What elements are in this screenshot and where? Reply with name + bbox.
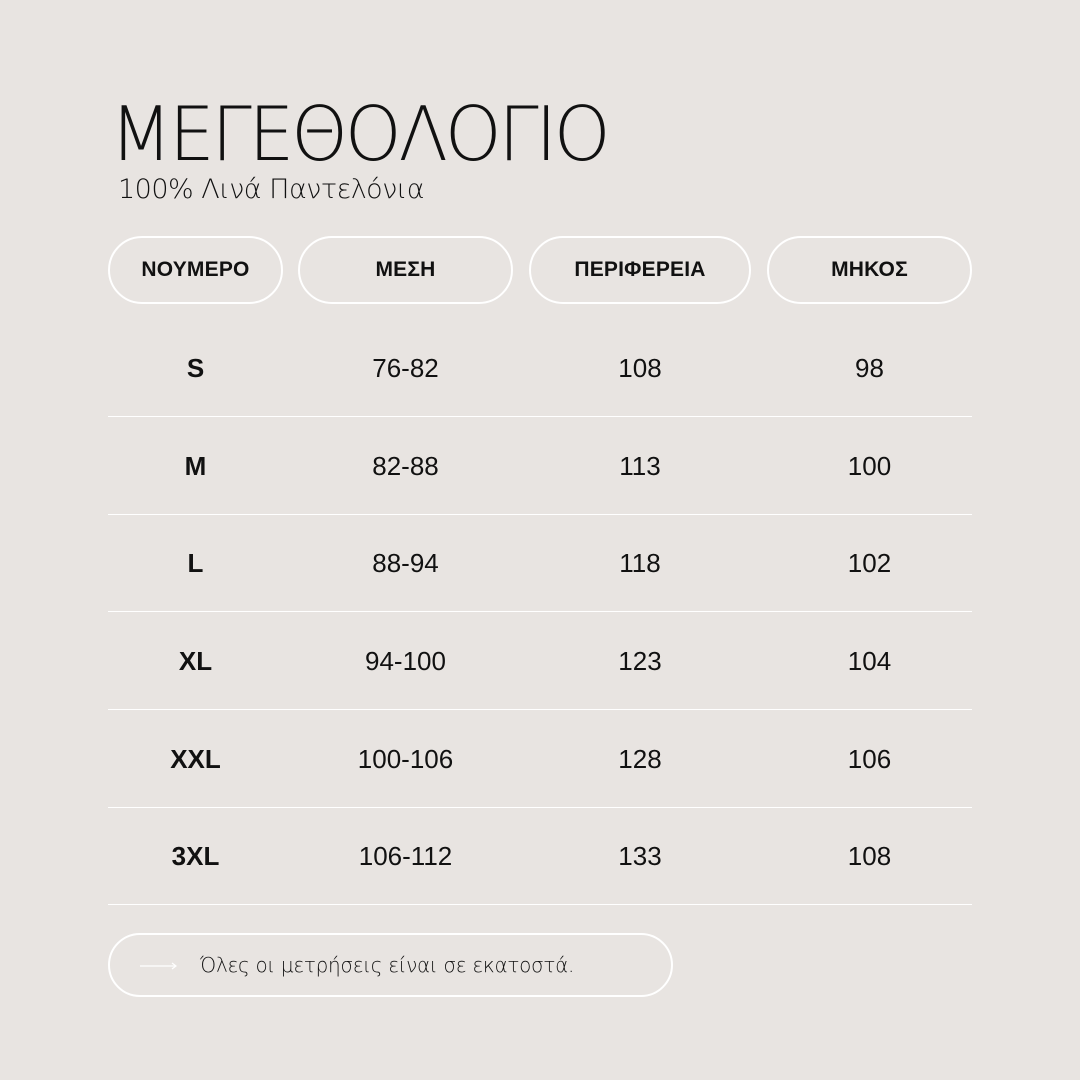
size-cell: 3XL: [171, 841, 220, 871]
length-cell: 104: [847, 646, 892, 676]
waist-cell: 88-94: [372, 548, 439, 578]
table-row: [108, 515, 972, 612]
header-size: ΝΟΥΜΕΡΟ: [108, 236, 283, 304]
size-cell: XXL: [170, 744, 221, 774]
size-cell: L: [187, 548, 204, 578]
circumference-cell: 113: [619, 451, 661, 481]
measurement-note: Όλες οι μετρήσεις είναι σε εκατοστά.: [200, 953, 575, 977]
length-cell: 100: [847, 451, 892, 481]
arrow-right-icon: [140, 962, 178, 970]
table-row: [108, 711, 972, 808]
table-row: [108, 320, 972, 417]
table-row: [108, 418, 972, 515]
header-length: ΜΗΚΟΣ: [767, 236, 972, 304]
waist-cell: 106-112: [358, 841, 453, 871]
table-row: [108, 808, 972, 905]
circumference-cell: 118: [619, 548, 661, 578]
size-cell: S: [186, 353, 205, 383]
waist-cell: 100-106: [357, 744, 454, 774]
length-cell: 98: [855, 353, 884, 383]
waist-cell: 94-100: [365, 646, 446, 676]
header-circumference: ΠΕΡΙΦΕΡΕΙΑ: [529, 236, 751, 304]
header-waist: ΜΕΣΗ: [298, 236, 513, 304]
circumference-cell: 123: [618, 646, 662, 676]
length-cell: 102: [847, 548, 892, 578]
note-pill: [108, 933, 673, 997]
page-title: ΜΕΓΕΘΟΛΟΓΙΟ: [110, 90, 608, 178]
size-cell: M: [184, 451, 207, 481]
length-cell: 106: [847, 744, 892, 774]
size-cell: XL: [178, 646, 213, 676]
length-cell: 108: [847, 841, 892, 871]
circumference-cell: 128: [618, 744, 662, 774]
circumference-cell: 108: [618, 353, 662, 383]
table-row: [108, 613, 972, 710]
waist-cell: 82-88: [372, 451, 439, 481]
page-subtitle: 100% Λινά Παντελόνια: [118, 174, 425, 205]
circumference-cell: 133: [618, 841, 662, 871]
waist-cell: 76-82: [372, 353, 439, 383]
